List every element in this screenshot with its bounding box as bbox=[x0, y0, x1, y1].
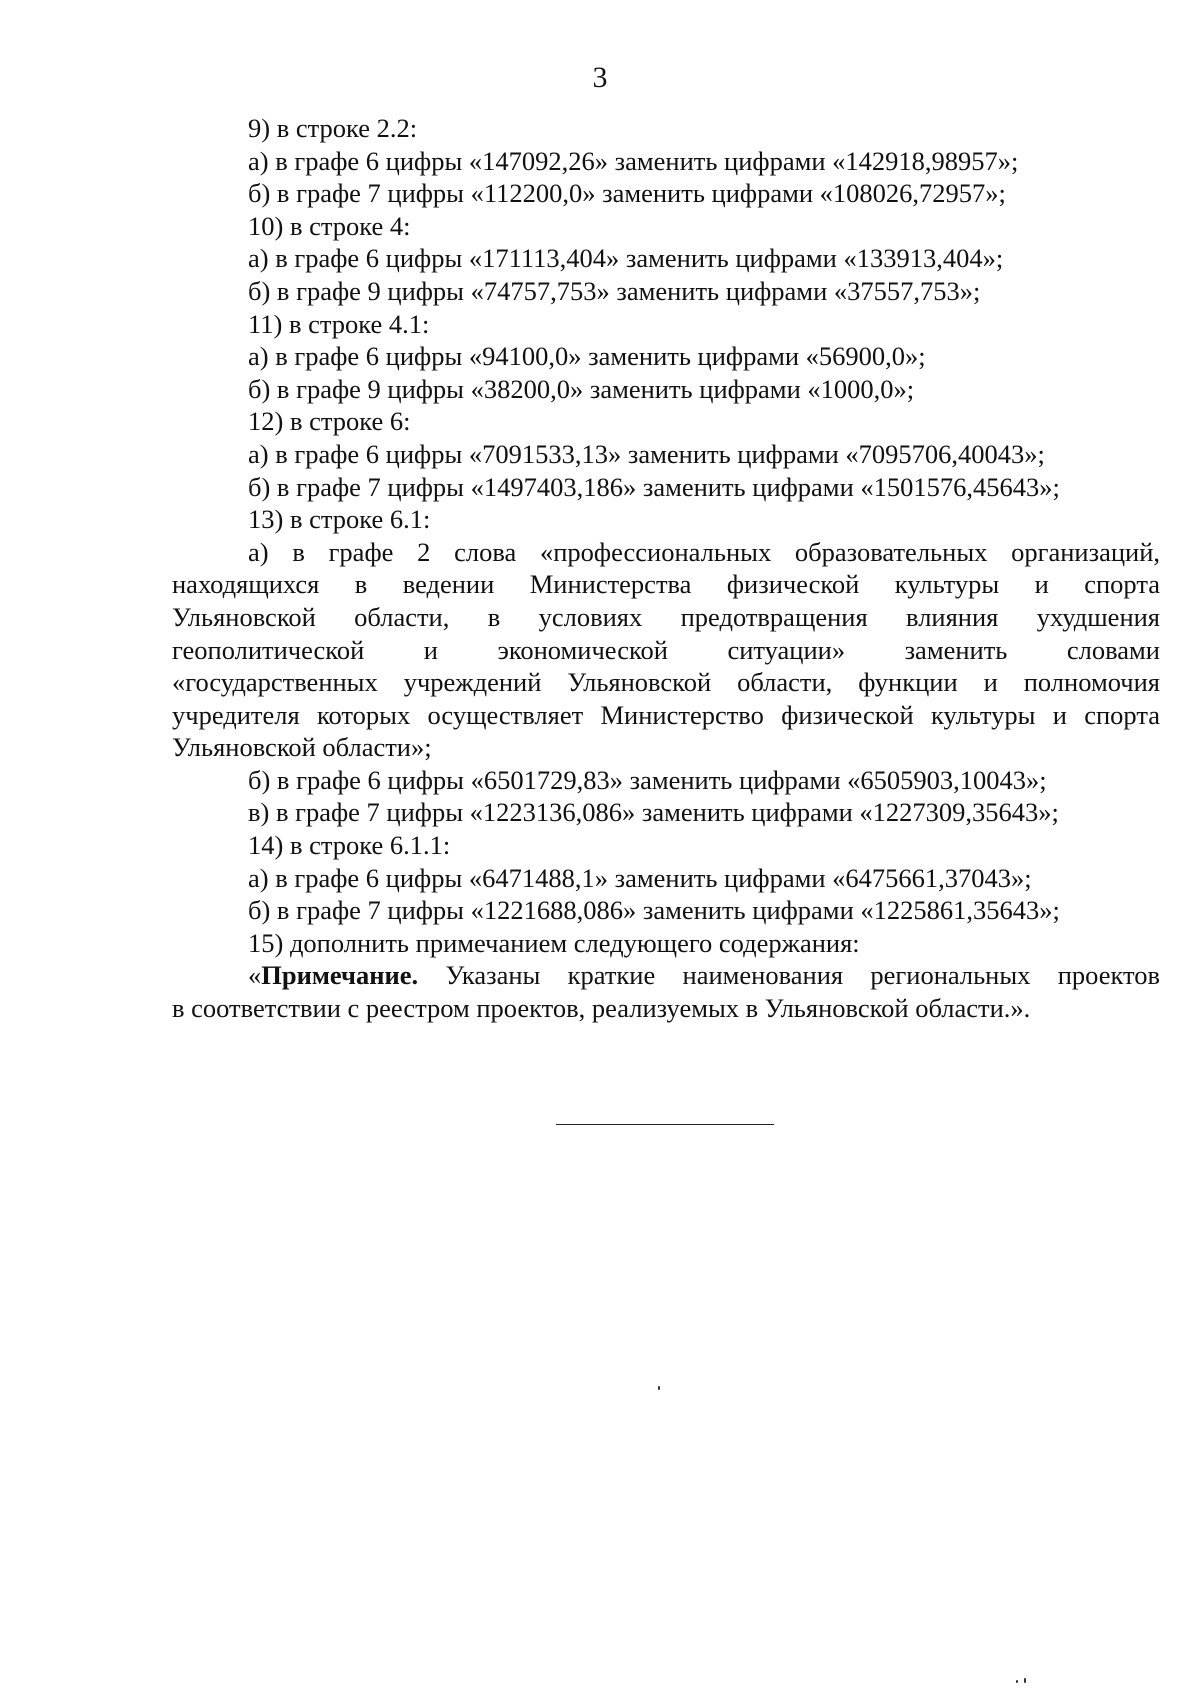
list-item: б) в графе 6 цифры «6501729,83» заменить цифрами «6505903,10043»; bbox=[248, 764, 1047, 795]
list-item: а) в графе 6 цифры «171113,404» заменить цифрами «133913,404»; bbox=[248, 243, 1004, 274]
paragraph-line: Ульяновской области, в условиях предотвращения влияния ухудшения bbox=[172, 601, 1160, 632]
list-item: а) в графе 6 цифры «6471488,1» заменить цифрами «6475661,37043»; bbox=[248, 862, 1032, 893]
scan-speck bbox=[658, 1386, 660, 1390]
list-item: а) в графе 6 цифры «147092,26» заменить цифрами «142918,98957»; bbox=[248, 145, 1019, 176]
list-item: 10) в строке 4: bbox=[248, 210, 411, 241]
list-item: 13) в строке 6.1: bbox=[248, 504, 431, 535]
scan-speck bbox=[1024, 1678, 1026, 1683]
end-separator-line bbox=[556, 1124, 774, 1125]
list-item: а) в графе 6 цифры «7091533,13» заменить цифрами «7095706,40043»; bbox=[248, 438, 1045, 469]
paragraph-line: находящихся в ведении Министерства физической культуры и спорта bbox=[172, 569, 1160, 600]
list-item: 14) в строке 6.1.1: bbox=[248, 830, 451, 861]
list-item: 9) в строке 2.2: bbox=[248, 113, 418, 143]
list-item: б) в графе 7 цифры «112200,0» заменить цифрами «108026,72957»; bbox=[248, 178, 1006, 209]
scan-speck bbox=[1016, 1680, 1018, 1683]
note-label: Примечание. bbox=[261, 960, 419, 991]
note-line: в соответствии с реестром проектов, реализуемых в Ульяновской области.». bbox=[172, 993, 1031, 1024]
paragraph-line: а) в графе 2 слова «профессиональных образовательных организаций, bbox=[248, 536, 1160, 567]
list-item: б) в графе 7 цифры «1497403,186» заменить цифрами «1501576,45643»; bbox=[248, 471, 1060, 502]
note-open-quote: « bbox=[248, 960, 262, 991]
list-item: а) в графе 6 цифры «94100,0» заменить цифрами «56900,0»; bbox=[248, 341, 926, 372]
paragraph-line: геополитической и экономической ситуации» заменить словами bbox=[172, 634, 1160, 665]
paragraph-13a bbox=[172, 536, 1160, 764]
list-item: б) в графе 9 цифры «38200,0» заменить цифрами «1000,0»; bbox=[248, 373, 915, 404]
list-item: б) в графе 9 цифры «74757,753» заменить цифрами «37557,753»; bbox=[248, 275, 981, 306]
list-item: 11) в строке 4.1: bbox=[248, 308, 430, 339]
paragraph-line: учредителя которых осуществляет Министерство физической культуры и спорта bbox=[172, 699, 1160, 730]
note-text: Указаны краткие наименования региональных проектов bbox=[418, 960, 1160, 991]
note-paragraph bbox=[172, 959, 1160, 1024]
list-item: 12) в строке 6: bbox=[248, 406, 411, 437]
list-item: б) в графе 7 цифры «1221688,086» заменить цифрами «1225861,35643»; bbox=[248, 895, 1060, 926]
document-body bbox=[172, 112, 1160, 1025]
paragraph-line: «государственных учреждений Ульяновской области, функции и полномочия bbox=[172, 667, 1160, 698]
paragraph-line: Ульяновской области»; bbox=[172, 732, 432, 763]
note-line bbox=[172, 959, 1160, 992]
page-number: 3 bbox=[592, 61, 608, 94]
list-item: 15) дополнить примечанием следующего содержания: bbox=[248, 927, 860, 958]
list-item: в) в графе 7 цифры «1223136,086» заменить цифрами «1227309,35643»; bbox=[248, 797, 1059, 828]
